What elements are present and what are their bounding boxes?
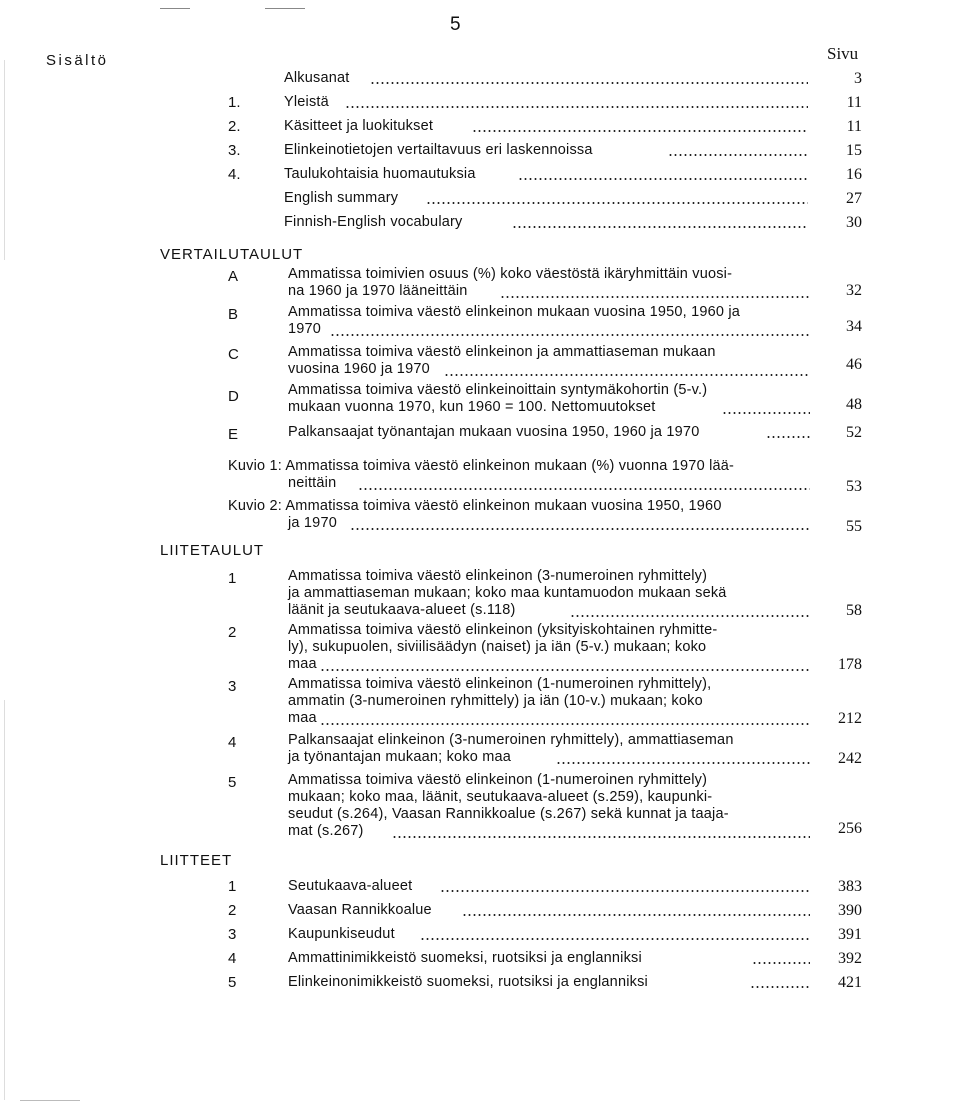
entry-id: D	[228, 388, 239, 405]
entry-line: seudut (s.264), Vaasan Rannikkoalue (s.267) sekä kunnat ja taaja-	[288, 806, 729, 822]
entry-page: 391	[838, 926, 862, 943]
entry-id: 5	[228, 774, 237, 791]
entry-page: 55	[846, 518, 862, 535]
entry-line: Ammatissa toimiva väestö elinkeinon mukaan vuosina 1950, 1960 ja	[288, 304, 741, 320]
entry-line: Ammatissa toimiva väestö elinkeinon (1-numeroinen ryhmittely)	[288, 772, 708, 788]
entry-page: 16	[846, 166, 862, 183]
entry-line: mukaan; koko maa, läänit, seutukaava-alueet (s.259), kaupunki-	[288, 789, 713, 805]
entry-page: 390	[838, 902, 862, 919]
entry-line: ja 1970	[288, 515, 337, 531]
entry-line: ly), sukupuolen, siviilisäädyn (naiset) ja iän (5-v.) mukaan; koko	[288, 639, 707, 655]
dot-leader	[668, 154, 808, 156]
dot-leader	[518, 178, 808, 180]
dot-leader	[472, 130, 808, 132]
entry-line: mukaan vuonna 1970, kun 1960 = 100. Nettomuutokset	[288, 399, 656, 415]
entry-page: 11	[846, 94, 862, 111]
entry-page: 48	[846, 396, 862, 413]
dot-leader	[320, 723, 810, 725]
entry-page: 52	[846, 424, 862, 441]
entry-id: A	[228, 268, 239, 285]
entry-line: Ammatissa toimiva väestö elinkeinon ja ammattiaseman mukaan	[288, 344, 716, 360]
entry-id: C	[228, 346, 239, 363]
dot-leader	[462, 914, 810, 916]
entry-page: 46	[846, 356, 862, 373]
entry-page: 178	[838, 656, 862, 673]
entry-id: 5	[228, 974, 237, 991]
dot-leader	[370, 82, 808, 84]
entry-line: maa	[288, 710, 317, 726]
entry-line: Ammatissa toimiva väestö elinkeinon (1-numeroinen ryhmittely),	[288, 676, 712, 692]
dot-leader	[512, 226, 808, 228]
entry-line: ammatin (3-numeroinen ryhmittely) ja iän (10-v.) mukaan; koko	[288, 693, 703, 709]
entry-number: 3.	[228, 142, 241, 159]
entry-line: Kuvio 2: Ammatissa toimiva väestö elinkeinon mukaan vuosina 1950, 1960	[228, 498, 722, 514]
entry-page: 256	[838, 820, 862, 837]
entry-page: 11	[846, 118, 862, 135]
entry-page: 212	[838, 710, 862, 727]
dot-leader	[392, 836, 810, 838]
entry-label: Elinkeinonimikkeistö suomeksi, ruotsiksi ja englanniksi	[288, 974, 648, 990]
entry-page: 242	[838, 750, 862, 767]
entry-label: Käsitteet ja luokitukset	[284, 118, 434, 134]
section-heading-vertailutaulut: VERTAILUTAULUT	[160, 246, 304, 263]
entry-label: Seutukaava-alueet	[288, 878, 413, 894]
entry-line: ja ammattiaseman mukaan; koko maa kuntamuodon mukaan sekä	[288, 585, 727, 601]
dot-leader	[320, 669, 810, 671]
entry-label: Finnish-English vocabulary	[284, 214, 463, 230]
entry-line: Palkansaajat työnantajan mukaan vuosina 1950, 1960 ja 1970	[288, 424, 700, 440]
entry-number: 4.	[228, 166, 241, 183]
entry-line: ja työnantajan mukaan; koko maa	[288, 749, 512, 765]
entry-line: mat (s.267)	[288, 823, 364, 839]
entry-page: 34	[846, 318, 862, 335]
dot-leader	[444, 374, 810, 376]
entry-line: läänit ja seutukaava-alueet (s.118)	[288, 602, 516, 618]
section-heading-liitteet: LIITTEET	[160, 852, 233, 869]
section-heading-liitetaulut: LIITETAULUT	[160, 542, 265, 559]
entry-line: vuosina 1960 ja 1970	[288, 361, 430, 377]
entry-page: 392	[838, 950, 862, 967]
scan-mark	[20, 1100, 80, 1101]
entry-label: Vaasan Rannikkoalue	[288, 902, 432, 918]
entry-id: 1	[228, 878, 237, 895]
dot-leader	[330, 334, 810, 336]
entry-id: 4	[228, 950, 237, 967]
entry-id: 3	[228, 678, 237, 695]
entry-line: 1970	[288, 321, 322, 337]
entry-id: 3	[228, 926, 237, 943]
dot-leader	[420, 938, 810, 940]
dot-leader	[752, 962, 810, 964]
entry-page: 30	[846, 214, 862, 231]
dot-leader	[426, 202, 808, 204]
scan-edge	[4, 60, 5, 260]
entry-page: 15	[846, 142, 862, 159]
page-column-label: Sivu	[827, 44, 859, 63]
entry-id: 2	[228, 624, 237, 641]
dot-leader	[766, 436, 810, 438]
entry-line: neittäin	[288, 475, 337, 491]
entry-number: 1.	[228, 94, 241, 111]
dot-leader	[345, 106, 808, 108]
entry-label: Kaupunkiseudut	[288, 926, 395, 942]
dot-leader	[750, 986, 810, 988]
entry-line: Ammatissa toimiva väestö elinkeinon (3-numeroinen ryhmittely)	[288, 568, 708, 584]
scan-mark	[160, 8, 190, 9]
dot-leader	[358, 488, 810, 490]
entry-label: Yleistä	[284, 94, 329, 110]
entry-page: 58	[846, 602, 862, 619]
entry-number: 2.	[228, 118, 241, 135]
page-number: 5	[450, 14, 461, 35]
entry-label: Taulukohtaisia huomautuksia	[284, 166, 476, 182]
entry-line: na 1960 ja 1970 lääneittäin	[288, 283, 468, 299]
entry-line: Ammatissa toimiva väestö elinkeinon (yksityiskohtainen ryhmitte-	[288, 622, 718, 638]
entry-id: E	[228, 426, 239, 443]
entry-id: B	[228, 306, 239, 323]
dot-leader	[350, 528, 810, 530]
entry-label: Ammattinimikkeistö suomeksi, ruotsiksi ja englanniksi	[288, 950, 642, 966]
entry-line: Ammatissa toimiva väestö elinkeinoittain syntymäkohortin (5-v.)	[288, 382, 708, 398]
dot-leader	[440, 890, 810, 892]
dot-leader	[570, 615, 810, 617]
entry-page: 53	[846, 478, 862, 495]
entry-line: Kuvio 1: Ammatissa toimiva väestö elinkeinon mukaan (%) vuonna 1970 lää-	[228, 458, 735, 474]
entry-id: 1	[228, 570, 237, 587]
entry-id: 4	[228, 734, 237, 751]
entry-id: 2	[228, 902, 237, 919]
scan-mark	[265, 8, 305, 9]
dot-leader	[500, 296, 810, 298]
entry-page: 27	[846, 190, 862, 207]
contents-heading: Sisältö	[46, 52, 109, 69]
entry-line: Palkansaajat elinkeinon (3-numeroinen ryhmittely), ammattiaseman	[288, 732, 734, 748]
entry-line: maa	[288, 656, 317, 672]
entry-page: 383	[838, 878, 862, 895]
entry-label: Elinkeinotietojen vertailtavuus eri laskennoissa	[284, 142, 593, 158]
entry-label: English summary	[284, 190, 399, 206]
entry-label: Alkusanat	[284, 70, 350, 86]
entry-page: 421	[838, 974, 862, 991]
dot-leader	[722, 412, 810, 414]
entry-page: 3	[854, 70, 862, 87]
scan-edge	[4, 700, 5, 1100]
entry-line: Ammatissa toimivien osuus (%) koko väestöstä ikäryhmittäin vuosi-	[288, 266, 733, 282]
dot-leader	[556, 762, 810, 764]
entry-page: 32	[846, 282, 862, 299]
